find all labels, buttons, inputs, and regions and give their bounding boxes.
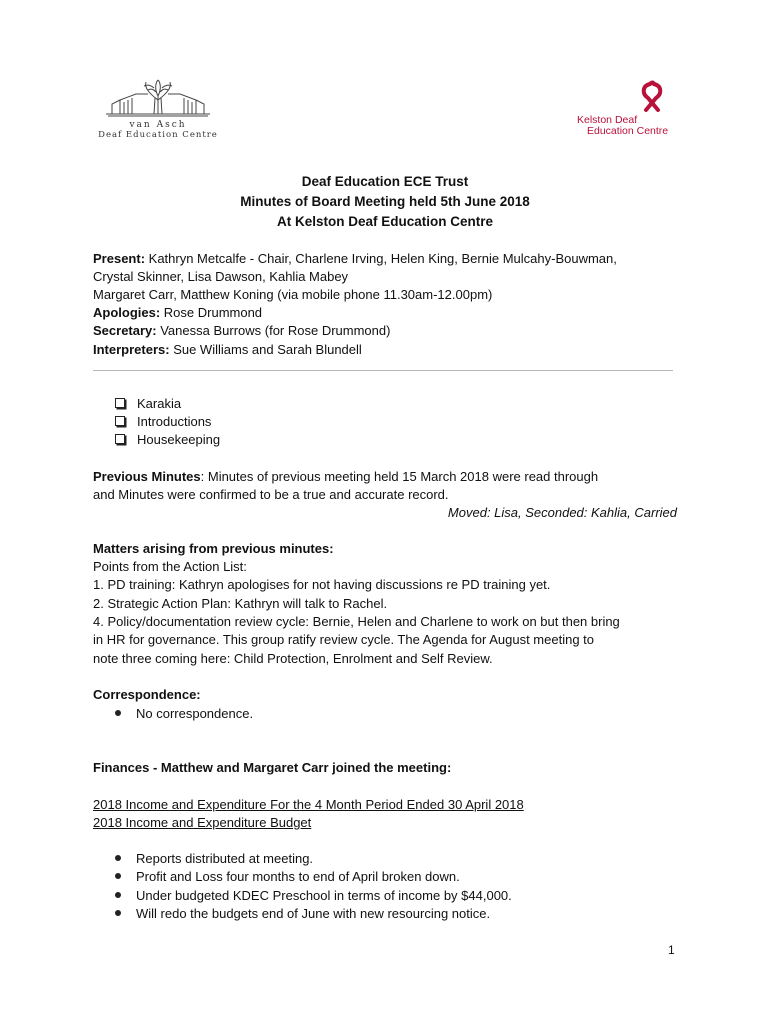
present-line-2: Crystal Skinner, Lisa Dawson, Kahlia Mabey [93, 269, 349, 284]
agenda-item [115, 432, 220, 447]
income-expenditure-link[interactable]: 2018 Income and Expenditure For the 4 Month Period Ended 30 April 2018 [93, 797, 524, 812]
action-item-4-line-3: note three coming here: Child Protection, Enrolment and Self Review. [93, 651, 493, 666]
list-item [115, 869, 460, 884]
interpreters-line [93, 342, 362, 357]
previous-minutes-label: Previous Minutes [93, 469, 201, 484]
list-item-text: No correspondence. [136, 706, 254, 721]
present-value: Kathryn Metcalfe - Chair, Charlene Irving, Helen King, Bernie Mulcahy-Bouwman, [145, 251, 617, 266]
finances-heading: Finances - Matthew and Margaret Carr joined the meeting: [93, 760, 452, 775]
list-item-text: Under budgeted KDEC Preschool in terms of income by $44,000. [136, 888, 512, 903]
present-line-3: Margaret Carr, Matthew Koning (via mobile phone 11.30am-12.00pm) [93, 287, 493, 302]
secretary-label: Secretary: [93, 323, 157, 338]
matters-arising-heading: Matters arising from previous minutes: [93, 541, 334, 556]
kelston-ribbon-icon [636, 80, 668, 114]
kelston-logo-line2: Education Centre [587, 125, 669, 137]
van-asch-logo [98, 78, 218, 140]
bullet-icon [115, 855, 121, 861]
page-number: 1 [668, 943, 675, 957]
interpreters-value: Sue Williams and Sarah Blundell [169, 342, 362, 357]
interpreters-label: Interpreters: [93, 342, 170, 357]
kelston-logo [574, 80, 674, 136]
agenda-item-label: Karakia [137, 396, 182, 411]
correspondence-heading: Correspondence: [93, 687, 201, 702]
bullet-icon [115, 910, 121, 916]
budget-link[interactable]: 2018 Income and Expenditure Budget [93, 815, 312, 830]
action-item-2: 2. Strategic Action Plan: Kathryn will talk to Rachel. [93, 596, 388, 611]
building-tree-icon [98, 78, 218, 120]
moved-seconded: Moved: Lisa, Seconded: Kahlia, Carried [447, 505, 677, 520]
meeting-location: At Kelston Deaf Education Centre [276, 214, 494, 229]
action-item-1: 1. PD training: Kathryn apologises for not having discussions re PD training yet. [93, 577, 551, 592]
present-line-1 [93, 251, 617, 266]
list-item [115, 706, 253, 721]
van-asch-logo-line1: van Asch [129, 120, 187, 130]
checkbox-icon [115, 398, 125, 408]
list-item [115, 906, 490, 921]
checkbox-icon [115, 416, 125, 426]
matters-arising-intro: Points from the Action List: [93, 559, 247, 574]
apologies-line [93, 305, 262, 320]
list-item [115, 888, 512, 903]
list-item [115, 851, 313, 866]
meeting-title: Minutes of Board Meeting held 5th June 2018 [240, 194, 530, 209]
document-title: Deaf Education ECE Trust [301, 174, 469, 189]
present-label: Present: [93, 251, 146, 266]
checkbox-icon [115, 434, 125, 444]
previous-minutes-line-2: and Minutes were confirmed to be a true and accurate record. [93, 487, 449, 502]
kelston-logo-line1: Kelston Deaf [577, 114, 638, 126]
action-item-4-line-1: 4. Policy/documentation review cycle: Bernie, Helen and Charlene to work on but then bring [93, 614, 620, 629]
agenda-item [115, 414, 211, 429]
agenda-item-label: Introductions [137, 414, 212, 429]
van-asch-logo-line2: Deaf Education Centre [98, 130, 218, 140]
action-item-4-line-2: in HR for governance. This group ratify review cycle. The Agenda for August meeting to [93, 632, 595, 647]
secretary-value: Vanessa Burrows (for Rose Drummond) [156, 323, 391, 338]
previous-minutes-line-1 [93, 469, 598, 484]
bullet-icon [115, 710, 121, 716]
bullet-icon [115, 892, 121, 898]
list-item-text: Profit and Loss four months to end of April broken down. [136, 869, 460, 884]
previous-minutes-text: : Minutes of previous meeting held 15 March 2018 were read through [200, 469, 599, 484]
agenda-item [115, 396, 181, 411]
list-item-text: Will redo the budgets end of June with new resourcing notice. [136, 906, 491, 921]
bullet-icon [115, 873, 121, 879]
apologies-value: Rose Drummond [160, 305, 263, 320]
secretary-line [93, 323, 390, 338]
agenda-item-label: Housekeeping [137, 432, 221, 447]
list-item-text: Reports distributed at meeting. [136, 851, 314, 866]
apologies-label: Apologies: [93, 305, 161, 320]
divider [93, 370, 673, 371]
